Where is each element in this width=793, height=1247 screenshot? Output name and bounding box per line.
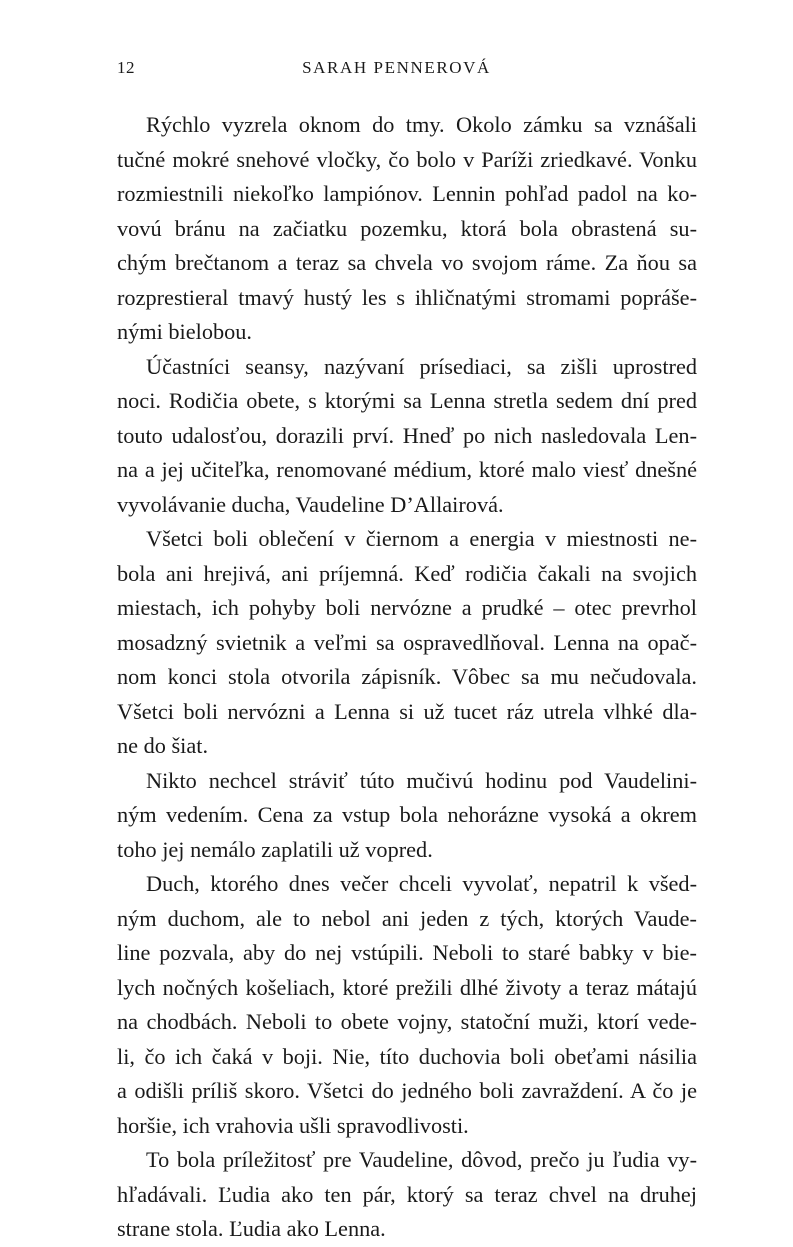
text-line: noci. Rodičia obete, s ktorými sa Lenna stretla sedem dní pred [117, 388, 697, 413]
text-line: Duch, ktorého dnes večer chceli vyvolať, nepatril k všed- [146, 871, 697, 896]
page-number: 12 [117, 58, 135, 77]
text-line: li, čo ich čaká v boji. Nie, títo duchovia boli obeťami násilia [117, 1043, 697, 1069]
paragraph [117, 867, 697, 1143]
text-line: vovú bránu na začiatku pozemku, ktorá bola obrastená su- [117, 215, 697, 241]
paragraph [117, 350, 697, 523]
text-line: chým brečtanom a teraz sa chvela vo svojom ráme. Za ňou sa [117, 250, 697, 275]
text-line: tučné mokré snehové vločky, čo bolo v Paríži zriedkavé. Vonku [117, 146, 697, 172]
text-line: Nikto nechcel stráviť túto mučivú hodinu pod Vaudelini- [146, 767, 697, 793]
text-line: ným duchom, ale to nebol ani jeden z tých, ktorých Vaude- [117, 905, 697, 931]
text-line: ným vedením. Cena za vstup bola nehorázne vysoká a okrem [117, 802, 697, 827]
text-line: line pozvala, aby do nej vstúpili. Neboli to staré babky v bie- [117, 940, 697, 965]
running-head: SARAH PENNEROVÁ [302, 58, 491, 77]
text-line: To bola príležitosť pre Vaudeline, dôvod, prečo ju ľudia vy- [146, 1147, 697, 1172]
body-text [117, 108, 697, 1247]
text-line: Všetci boli nervózni a Lenna si už tucet ráz utrela vlhké dla- [117, 698, 697, 724]
text-line: vyvolávanie ducha, Vaudeline D’Allairová. [117, 491, 504, 517]
text-line: nom konci stola otvorila zápisník. Vôbec sa mu nečudovala. [117, 664, 697, 689]
text-line: rozprestieral tmavý hustý les s ihličnatými stromami popráše- [117, 284, 697, 310]
paragraph [117, 1143, 697, 1247]
paragraph [117, 764, 697, 868]
text-line: nými bielobou. [117, 319, 253, 344]
text-line: ne do šiat. [117, 733, 209, 758]
text-line: Rýchlo vyzrela oknom do tmy. Okolo zámku sa vznášali [146, 112, 697, 137]
text-line: na a jej učiteľka, renomované médium, ktoré malo viesť dnešné [117, 457, 697, 482]
text-line: rozmiestnili niekoľko lampiónov. Lennin pohľad padol na ko- [117, 181, 697, 206]
text-line: miestach, ich pohyby boli nervózne a prudké – otec prevrhol [117, 595, 697, 620]
text-line: toho jej nemálo zaplatili už vopred. [117, 836, 433, 862]
paragraph [117, 522, 697, 764]
text-line: lych nočných košeliach, ktoré prežili dlhé životy a teraz mátajú [117, 974, 697, 1000]
text-line: touto udalosťou, dorazili prví. Hneď po nich nasledovala Len- [117, 422, 697, 448]
text-line: horšie, ich vrahovia ušli spravodlivosti. [117, 1112, 469, 1138]
text-line: a odišli príliš skoro. Všetci do jedného boli zavraždení. A čo je [117, 1078, 697, 1103]
text-line: Všetci boli oblečení v čiernom a energia v miestnosti ne- [146, 526, 697, 551]
text-line: na chodbách. Neboli to obete vojny, statoční muži, ktorí vede- [117, 1009, 697, 1034]
text-line: mosadzný svietnik a veľmi sa ospravedlňoval. Lenna na opač- [117, 629, 697, 655]
text-line: Účastníci seansy, nazývaní prísediaci, sa zišli uprostred [146, 353, 697, 379]
text-line: strane stola. Ľudia ako Lenna. [117, 1216, 386, 1241]
paragraph [117, 108, 697, 350]
text-line: bola ani hrejivá, ani príjemná. Keď rodičia čakali na svojich [117, 560, 697, 586]
text-line: hľadávali. Ľudia ako ten pár, ktorý sa teraz chvel na druhej [117, 1181, 697, 1207]
